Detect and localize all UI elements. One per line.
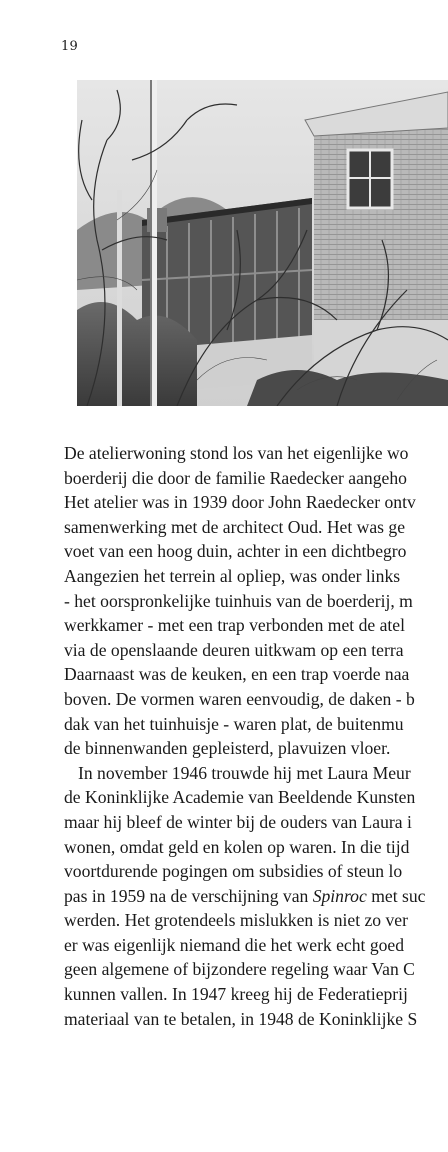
paragraph xyxy=(64,441,448,761)
text-line xyxy=(64,564,448,589)
text-line xyxy=(64,908,448,933)
text-segment: kunnen vallen. In 1947 kreeg hij de Federatieprij xyxy=(64,984,408,1005)
text-segment: voortdurende pogingen om subsidies of steun lo xyxy=(64,861,403,882)
text-segment: pas in 1959 na de verschijning van xyxy=(64,885,313,906)
text-segment: - het oorspronkelijke tuinhuis van de boerderij, m xyxy=(64,590,413,611)
text-segment: boerderij die door de familie Raedecker aangeho xyxy=(64,467,407,488)
text-line xyxy=(64,515,448,540)
text-segment: met suc xyxy=(366,885,426,906)
text-line xyxy=(64,835,448,860)
text-line xyxy=(64,859,448,884)
text-segment: Het atelier was in 1939 door John Raedecker ontv xyxy=(64,492,416,513)
text-line xyxy=(64,736,448,761)
text-line xyxy=(64,490,448,515)
text-segment: Daarnaast was de keuken, en een trap voerde naa xyxy=(64,664,410,685)
text-segment: er was eigenlijk niemand die het werk echt goed xyxy=(64,934,405,955)
building-photo xyxy=(77,80,448,406)
text-line xyxy=(64,687,448,712)
text-segment: dak van het tuinhuisje - waren plat, de buitenmu xyxy=(64,713,404,734)
text-segment: Aangezien het terrein al opliep, was onder links xyxy=(64,565,401,586)
text-segment: wonen, omdat geld en kolen op waren. In die tijd xyxy=(64,836,410,857)
text-segment: boven. De vormen waren eenvoudig, de daken - b xyxy=(64,688,415,709)
page-number: 19 xyxy=(61,39,78,54)
text-line xyxy=(64,613,448,638)
text-segment: de binnenwanden gepleisterd, plavuizen vloer. xyxy=(64,738,391,759)
text-line xyxy=(64,884,448,909)
text-segment: werkkamer - met een trap verbonden met de atel xyxy=(64,615,405,636)
text-segment: de Koninklijke Academie van Beeldende Kunsten xyxy=(64,787,416,808)
text-line xyxy=(64,761,448,786)
text-line xyxy=(64,982,448,1007)
text-line xyxy=(64,589,448,614)
text-segment: De atelierwoning stond los van het eigenlijke wo xyxy=(64,443,409,463)
photo-icon xyxy=(77,80,448,406)
text-segment: geen algemene of bijzondere regeling waar Van C xyxy=(64,959,415,980)
text-line xyxy=(64,1007,448,1032)
text-segment: via de openslaande deuren uitkwam op een terra xyxy=(64,639,404,660)
text-segment: samenwerking met de architect Oud. Het was ge xyxy=(64,516,405,537)
text-line xyxy=(64,957,448,982)
text-segment: werden. Het grotendeels mislukken is niet zo ver xyxy=(64,910,408,931)
text-line xyxy=(64,933,448,958)
text-segment: voet van een hoog duin, achter in een dichtbegro xyxy=(64,541,407,562)
text-line xyxy=(64,712,448,737)
text-segment: In november 1946 trouwde hij met Laura Meur xyxy=(78,762,411,783)
text-line xyxy=(64,466,448,491)
text-segment: maar hij bleef de winter bij de ouders van Laura i xyxy=(64,811,412,832)
text-line xyxy=(64,638,448,663)
text-line xyxy=(64,662,448,687)
book-title: Spinroc xyxy=(312,885,367,906)
text-line xyxy=(64,810,448,835)
body-text xyxy=(64,441,448,1031)
text-line xyxy=(64,539,448,564)
text-line xyxy=(64,441,448,466)
paragraph xyxy=(64,761,448,1032)
text-segment: materiaal van te betalen, in 1948 de Koninklijke S xyxy=(64,1008,418,1029)
text-line xyxy=(64,785,448,810)
